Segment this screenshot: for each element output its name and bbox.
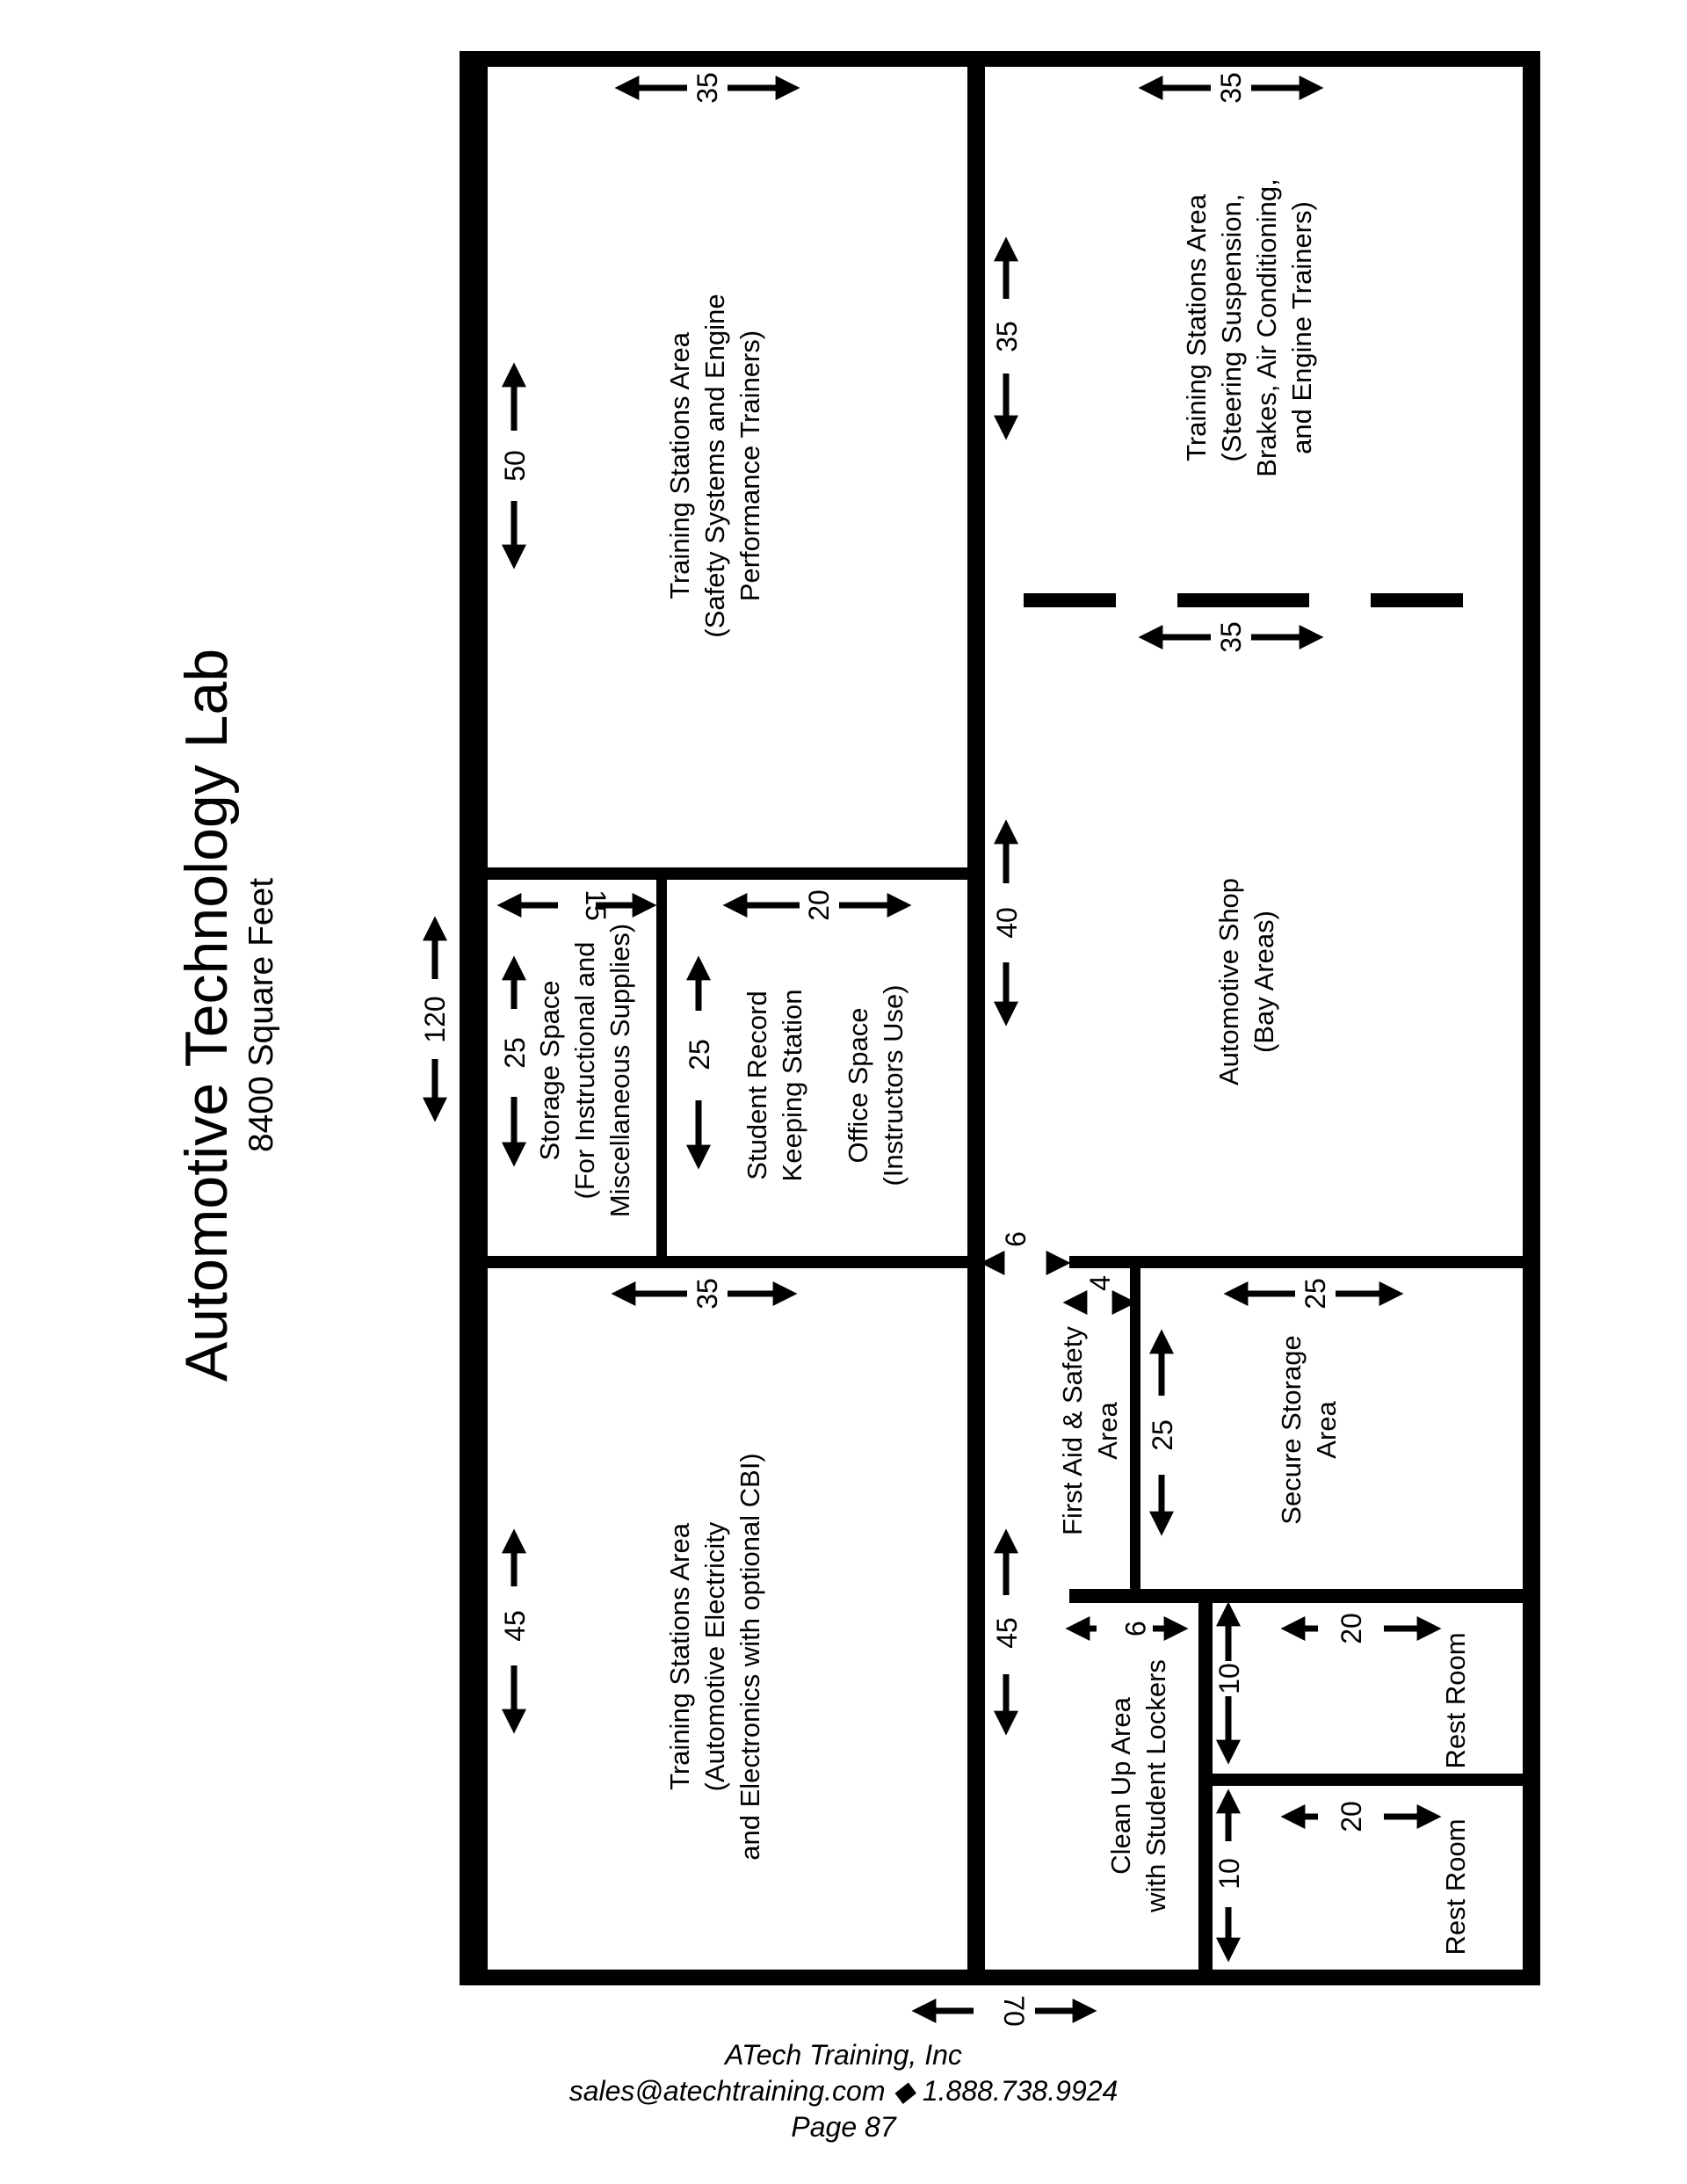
- dim-restroom2-depth: 10: [1213, 1858, 1245, 1890]
- svg-text:with Student Lockers: with Student Lockers: [1140, 1659, 1171, 1912]
- dim-overall-width: 120: [419, 996, 451, 1043]
- svg-text:(Steering Suspension,: (Steering Suspension,: [1216, 193, 1247, 462]
- dim-electricity-width: 35: [691, 1278, 723, 1310]
- room-electricity-label: [664, 1453, 765, 1861]
- svg-text:Brakes, Air Conditioning,: Brakes, Air Conditioning,: [1251, 178, 1282, 477]
- outer-wall-right: [1523, 51, 1540, 1985]
- outer-wall-left: [460, 51, 488, 1985]
- outer-wall-bottom: [460, 1970, 1540, 1985]
- dim-office-width: 20: [803, 889, 835, 921]
- dim-shop-depth: 40: [991, 907, 1023, 939]
- wall-shop-bottom: [1069, 1256, 1523, 1268]
- center-wall: [967, 51, 985, 1985]
- divider-dash-3: [1371, 593, 1463, 607]
- wall-cleanup-right: [1198, 1603, 1213, 1970]
- room-office-label: [742, 984, 909, 1186]
- room-cleanup-label: [1105, 1659, 1171, 1913]
- svg-text:(Bay Areas): (Bay Areas): [1249, 911, 1279, 1053]
- wall-firstaid-right: [1130, 1268, 1140, 1593]
- dim-steering-depth: 35: [991, 321, 1023, 352]
- svg-text:Clean Up Area: Clean Up Area: [1105, 1697, 1136, 1875]
- svg-text:(For Instructional and: (For Instructional and: [569, 941, 600, 1200]
- dim-overall-depth: 70: [998, 1995, 1030, 2027]
- svg-text:Student Record: Student Record: [742, 990, 772, 1180]
- room-steering-label: [1181, 178, 1317, 476]
- page-title: Automotive Technology Lab: [173, 648, 240, 1382]
- svg-text:Secure Storage: Secure Storage: [1276, 1335, 1307, 1525]
- dim-secure-depth: 25: [1147, 1419, 1178, 1451]
- svg-text:(Safety Systems and Engine: (Safety Systems and Engine: [699, 294, 730, 638]
- wall-storage-office: [656, 880, 667, 1262]
- svg-text:(Automotive Electricity: (Automotive Electricity: [699, 1521, 730, 1792]
- dim-steering-width: 35: [1215, 72, 1247, 104]
- dim-safety-depth: 50: [499, 450, 531, 482]
- svg-text:(Instructors Use): (Instructors Use): [878, 984, 909, 1186]
- room-storage-label: [534, 924, 635, 1217]
- svg-text:Storage Space: Storage Space: [534, 980, 565, 1161]
- wall-restroom-divider: [1213, 1774, 1523, 1786]
- room-secure-label: [1276, 1335, 1342, 1524]
- svg-text:Office Space: Office Space: [843, 1007, 873, 1164]
- room-restroom2-label: Rest Room: [1440, 1818, 1471, 1955]
- dim-electricity-depth: 45: [499, 1610, 531, 1642]
- wall-storage-bottom: [488, 1256, 967, 1268]
- dim-storage-width: 15: [580, 889, 612, 921]
- svg-text:Area: Area: [1092, 1402, 1123, 1460]
- dim-corridor-depth: 45: [991, 1617, 1023, 1649]
- wall-secure-bottom: [1069, 1589, 1523, 1603]
- svg-text:Training Stations Area: Training Stations Area: [664, 332, 695, 599]
- svg-text:and Electronics with optional: and Electronics with optional CBI): [735, 1453, 765, 1861]
- room-restroom1-label: Rest Room: [1440, 1632, 1471, 1769]
- room-labels: [534, 178, 1471, 1955]
- svg-text:Performance Trainers): Performance Trainers): [735, 330, 765, 602]
- wall-safety-bottom: [488, 867, 967, 880]
- dim-office-depth: 25: [684, 1039, 715, 1070]
- svg-text:Keeping Station: Keeping Station: [777, 989, 807, 1182]
- dim-restroom1-depth: 10: [1213, 1663, 1245, 1694]
- page-subtitle: 8400 Square Feet: [243, 877, 280, 1153]
- footer-company: ATech Training, Inc: [725, 2039, 962, 2071]
- svg-text:and Engine Trainers): and Engine Trainers): [1286, 201, 1317, 454]
- svg-text:Miscellaneous Supplies): Miscellaneous Supplies): [605, 923, 635, 1218]
- room-safety-label: [664, 294, 765, 637]
- dim-restroom1-width: 20: [1336, 1613, 1367, 1644]
- dim-cleanup-width: 9: [1119, 1621, 1151, 1636]
- dim-safety-width: 35: [691, 72, 723, 104]
- dim-corridor-gap-4: 4: [1084, 1275, 1116, 1291]
- svg-text:Automotive Shop: Automotive Shop: [1213, 877, 1244, 1086]
- dim-storage-depth: 25: [499, 1037, 531, 1069]
- room-firstaid-label: [1057, 1326, 1123, 1535]
- divider-dash-1: [1024, 593, 1116, 607]
- outer-wall-top: [460, 51, 1540, 67]
- svg-text:Training Stations Area: Training Stations Area: [1181, 194, 1212, 461]
- svg-text:Area: Area: [1311, 1401, 1342, 1459]
- footer-contact: sales@atechtraining.com ◆ 1.888.738.9924: [568, 2075, 1119, 2107]
- dim-corridor-gap-6: 6: [1000, 1231, 1032, 1247]
- dim-secure-width: 25: [1300, 1278, 1331, 1310]
- divider-dash-2: [1177, 593, 1309, 607]
- dim-restroom2-width: 20: [1336, 1801, 1367, 1832]
- dim-shop-width: 35: [1215, 621, 1247, 653]
- room-shop-label: [1213, 878, 1279, 1085]
- footer-page: Page 87: [791, 2111, 896, 2143]
- footer: [0, 2037, 1687, 2145]
- svg-text:First Aid & Safety: First Aid & Safety: [1057, 1326, 1088, 1535]
- svg-text:Training Stations Area: Training Stations Area: [664, 1523, 695, 1790]
